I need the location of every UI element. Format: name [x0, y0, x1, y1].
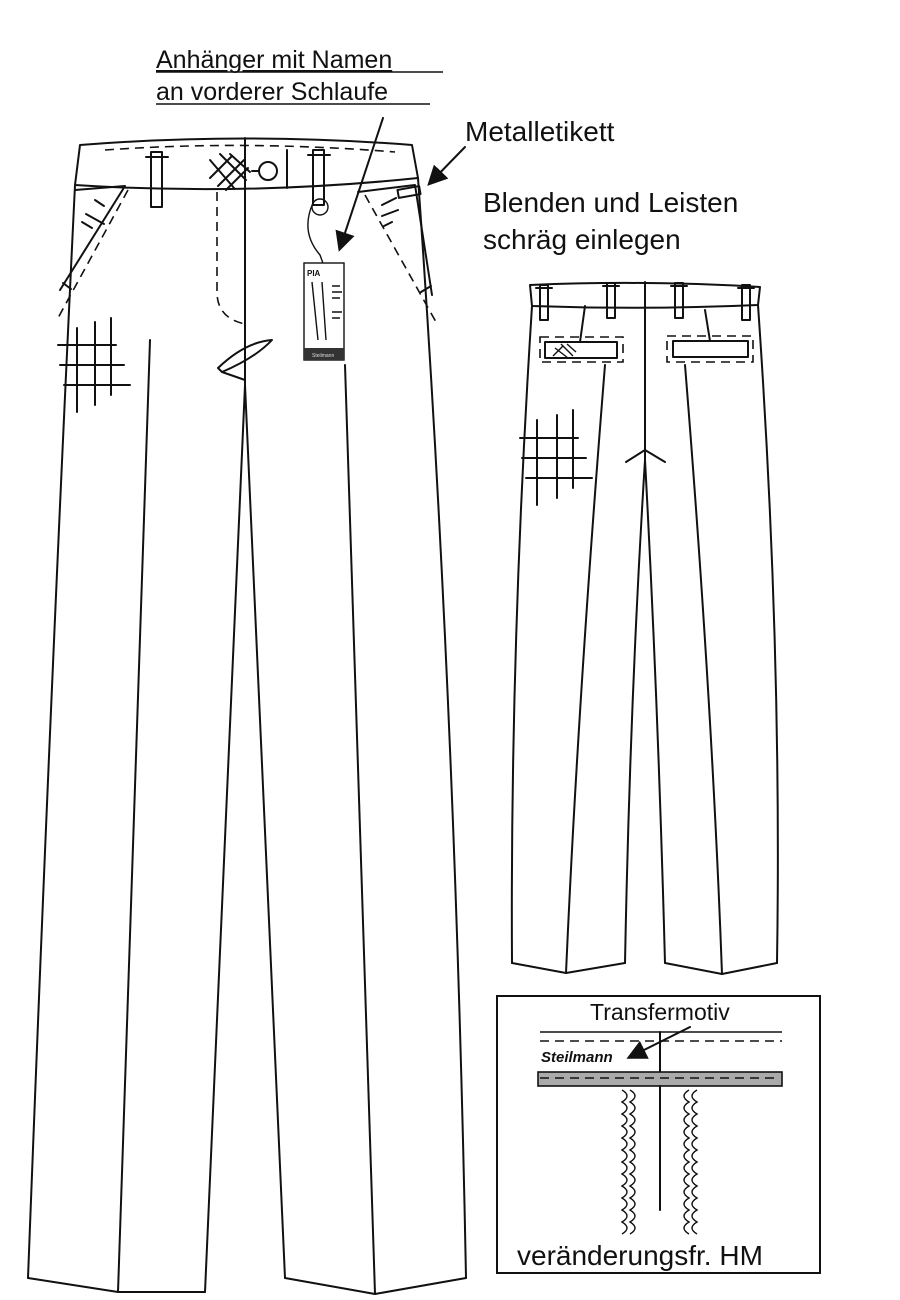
- hem-note-label: veränderungsfr. HM: [517, 1240, 763, 1271]
- back-knee-crosshatch: [520, 410, 592, 505]
- metal-label-arrow: [430, 147, 465, 183]
- trim-label-line1: Blenden und Leisten: [483, 187, 739, 218]
- transfer-motif-label: Transfermotiv: [590, 999, 730, 1025]
- hang-tag-name: PIA: [307, 269, 321, 278]
- hang-tag-label-line2: an vorderer Schlaufe: [156, 78, 389, 106]
- trim-label-line2: schräg einlegen: [483, 224, 681, 255]
- hang-tag-arrow: [340, 118, 383, 248]
- hang-tag-label-line1: Anhänger mit Namen: [156, 46, 393, 74]
- brand-transfer-text: Steilmann: [541, 1049, 613, 1066]
- metal-label-text: Metalletikett: [465, 116, 615, 147]
- hang-tag: [304, 199, 344, 360]
- transfer-detail-box: [497, 996, 820, 1273]
- back-view-trousers: [512, 282, 778, 974]
- front-view-trousers: [28, 138, 466, 1294]
- hang-tag-footer: Steilmann: [312, 353, 335, 359]
